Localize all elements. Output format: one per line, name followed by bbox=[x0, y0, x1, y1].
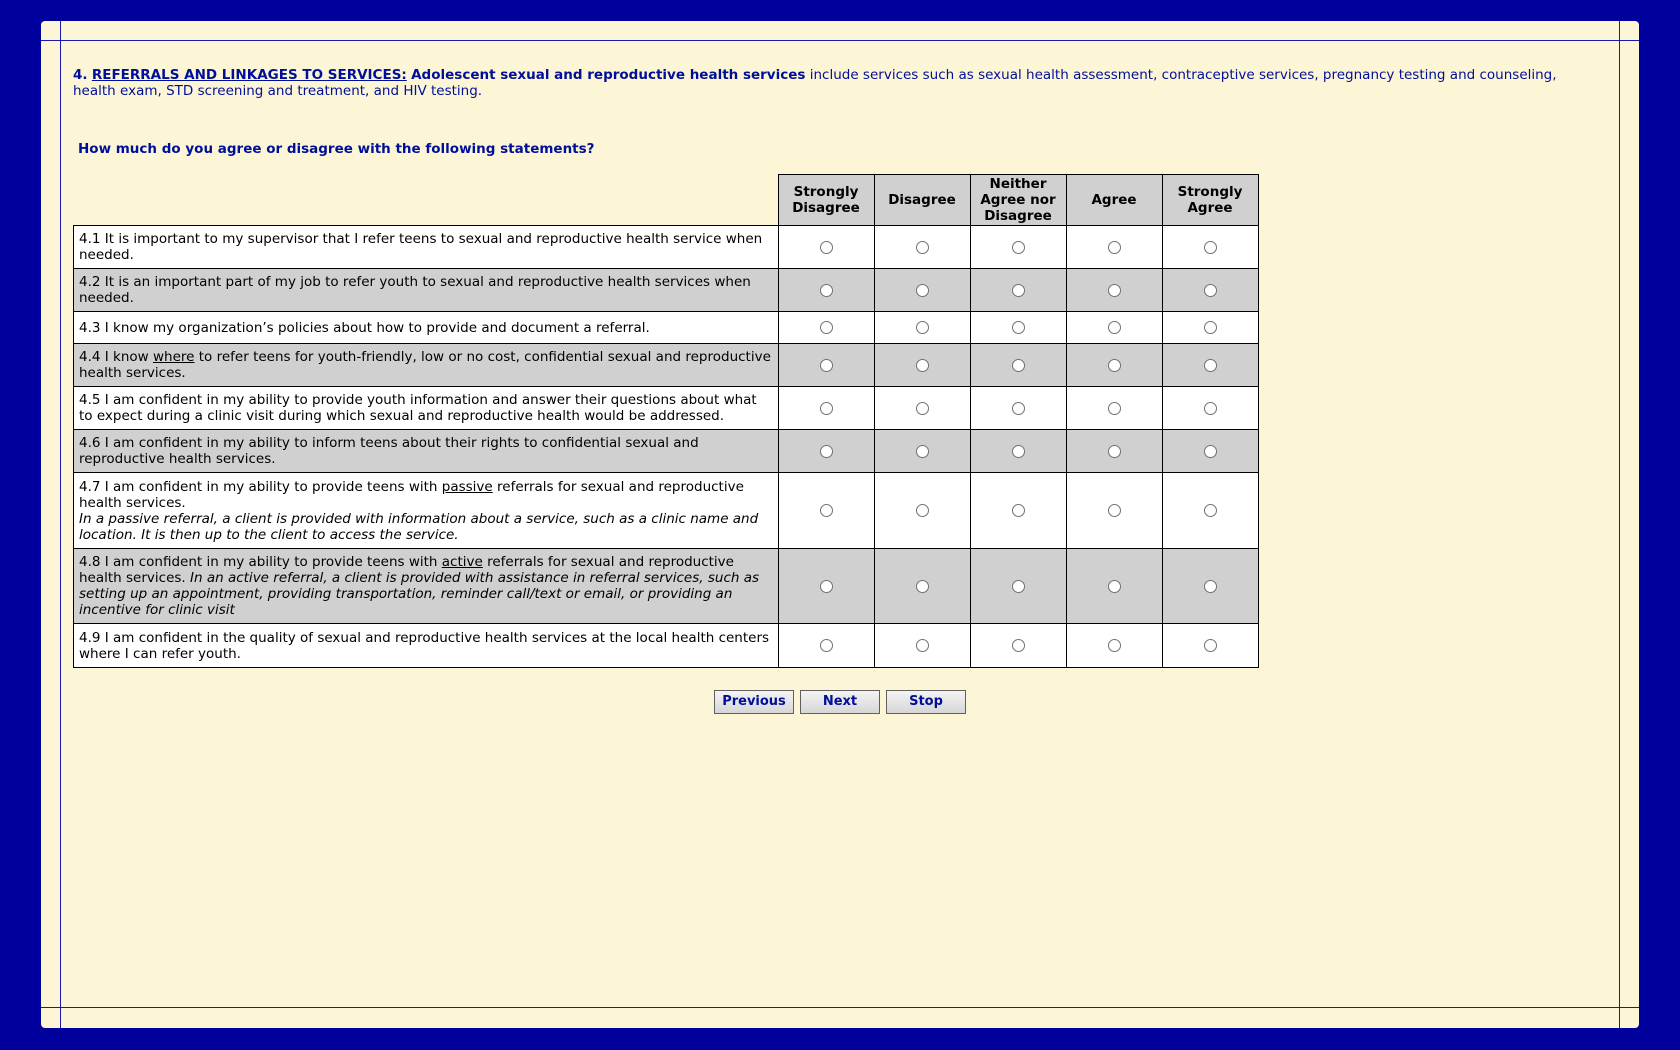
radio-agree[interactable] bbox=[1108, 639, 1121, 652]
option-cell bbox=[778, 226, 874, 269]
radio-strongly-disagree[interactable] bbox=[820, 241, 833, 254]
radio-strongly-agree[interactable] bbox=[1204, 284, 1217, 297]
radio-neither[interactable] bbox=[1012, 639, 1025, 652]
option-cell bbox=[970, 344, 1066, 387]
header-strongly-disagree: Strongly Disagree bbox=[778, 175, 874, 226]
active-referral-note: In an active referral, a client is provided with assistance in referral services, such as setting up an appointment, providing transportation, reminder call/text or email, or providing an incentive for clinic visit bbox=[79, 570, 760, 618]
statement-row-4-8 bbox=[74, 549, 1259, 624]
option-cell bbox=[778, 387, 874, 430]
option-cell bbox=[1066, 549, 1162, 624]
radio-neither[interactable] bbox=[1012, 284, 1025, 297]
statement-text: 4.9 I am confident in the quality of sexual and reproductive health services at the local health centers where I can refer youth. bbox=[74, 624, 779, 668]
option-cell bbox=[874, 473, 970, 549]
option-cell bbox=[970, 387, 1066, 430]
radio-strongly-disagree[interactable] bbox=[820, 402, 833, 415]
radio-strongly-agree[interactable] bbox=[1204, 580, 1217, 593]
radio-strongly-disagree[interactable] bbox=[820, 445, 833, 458]
next-button[interactable]: Next bbox=[800, 690, 880, 714]
option-cell bbox=[874, 344, 970, 387]
option-cell bbox=[874, 549, 970, 624]
option-cell bbox=[970, 269, 1066, 312]
statement-row-4-2 bbox=[74, 269, 1259, 312]
statement-text: 4.2 It is an important part of my job to refer youth to sexual and reproductive health services when needed. bbox=[74, 269, 779, 312]
radio-strongly-agree[interactable] bbox=[1204, 445, 1217, 458]
guide-line-bottom bbox=[41, 1007, 1639, 1008]
radio-strongly-agree[interactable] bbox=[1204, 321, 1217, 334]
option-cell bbox=[1066, 387, 1162, 430]
option-cell bbox=[970, 624, 1066, 668]
radio-strongly-agree[interactable] bbox=[1204, 241, 1217, 254]
option-cell bbox=[1162, 387, 1258, 430]
radio-agree[interactable] bbox=[1108, 580, 1121, 593]
section-description: include services such as sexual health assessment, contraceptive services, pregnancy testing and counseling, health exam, STD screening and treatment, and HIV testing. bbox=[73, 67, 1557, 99]
option-cell bbox=[1066, 226, 1162, 269]
radio-neither[interactable] bbox=[1012, 359, 1025, 372]
option-cell bbox=[874, 312, 970, 344]
option-cell bbox=[874, 624, 970, 668]
header-neither: Neither Agree nor Disagree bbox=[970, 175, 1066, 226]
option-cell bbox=[1162, 430, 1258, 473]
option-cell bbox=[778, 473, 874, 549]
statement-row-4-6 bbox=[74, 430, 1259, 473]
option-cell bbox=[1162, 549, 1258, 624]
grid-header-row bbox=[74, 175, 1259, 226]
radio-disagree[interactable] bbox=[916, 639, 929, 652]
option-cell bbox=[970, 549, 1066, 624]
option-cell bbox=[874, 430, 970, 473]
statement-text: 4.3 I know my organization’s policies about how to provide and document a referral. bbox=[74, 312, 779, 344]
option-cell bbox=[1162, 344, 1258, 387]
section-title: REFERRALS AND LINKAGES TO SERVICES: bbox=[91, 67, 407, 83]
navigation-buttons bbox=[714, 690, 966, 714]
section-number: 4. bbox=[73, 67, 88, 83]
radio-disagree[interactable] bbox=[916, 445, 929, 458]
radio-neither[interactable] bbox=[1012, 445, 1025, 458]
statement-row-4-1 bbox=[74, 226, 1259, 269]
option-cell bbox=[874, 387, 970, 430]
radio-strongly-disagree[interactable] bbox=[820, 284, 833, 297]
radio-strongly-disagree[interactable] bbox=[820, 321, 833, 334]
radio-agree[interactable] bbox=[1108, 321, 1121, 334]
option-cell bbox=[1162, 312, 1258, 344]
radio-strongly-disagree[interactable] bbox=[820, 639, 833, 652]
radio-neither[interactable] bbox=[1012, 241, 1025, 254]
statement-row-4-7 bbox=[74, 473, 1259, 549]
radio-neither[interactable] bbox=[1012, 402, 1025, 415]
option-cell bbox=[1162, 624, 1258, 668]
radio-disagree[interactable] bbox=[916, 241, 929, 254]
option-cell bbox=[778, 549, 874, 624]
statement-text: 4.6 I am confident in my ability to inform teens about their rights to confidential sexual and reproductive health services. bbox=[74, 430, 779, 473]
option-cell bbox=[970, 473, 1066, 549]
radio-disagree[interactable] bbox=[916, 284, 929, 297]
radio-strongly-disagree[interactable] bbox=[820, 504, 833, 517]
radio-disagree[interactable] bbox=[916, 580, 929, 593]
statement-row-4-3 bbox=[74, 312, 1259, 344]
option-cell bbox=[778, 269, 874, 312]
guide-line-top bbox=[41, 40, 1639, 41]
option-cell bbox=[778, 312, 874, 344]
previous-button[interactable]: Previous bbox=[714, 690, 794, 714]
section-intro bbox=[73, 67, 1593, 99]
option-cell bbox=[1066, 344, 1162, 387]
statement-text: 4.4 I know where to refer teens for youth-friendly, low or no cost, confidential sexual and reproductive health services. bbox=[74, 344, 779, 387]
radio-strongly-disagree[interactable] bbox=[820, 580, 833, 593]
question-prompt: How much do you agree or disagree with the following statements? bbox=[78, 141, 595, 157]
radio-strongly-agree[interactable] bbox=[1204, 359, 1217, 372]
option-cell bbox=[778, 344, 874, 387]
option-cell bbox=[1066, 269, 1162, 312]
header-strongly-agree: Strongly Agree bbox=[1162, 175, 1258, 226]
option-cell bbox=[1066, 624, 1162, 668]
statement-text: 4.8 I am confident in my ability to provide teens with active referrals for sexual and reproductive health services. In an active referral, a client is provided with assistance in referral services, such as setting up an appointment, providing transportation, reminder call/text or email, or providing an incentive for clinic visit bbox=[74, 549, 779, 624]
radio-disagree[interactable] bbox=[916, 359, 929, 372]
guide-line-right bbox=[1619, 21, 1620, 1028]
statement-row-4-5 bbox=[74, 387, 1259, 430]
radio-strongly-agree[interactable] bbox=[1204, 402, 1217, 415]
option-cell bbox=[1066, 430, 1162, 473]
radio-disagree[interactable] bbox=[916, 504, 929, 517]
radio-neither[interactable] bbox=[1012, 504, 1025, 517]
radio-strongly-agree[interactable] bbox=[1204, 639, 1217, 652]
radio-disagree[interactable] bbox=[916, 402, 929, 415]
radio-agree[interactable] bbox=[1108, 284, 1121, 297]
radio-strongly-agree[interactable] bbox=[1204, 504, 1217, 517]
radio-disagree[interactable] bbox=[916, 321, 929, 334]
option-cell bbox=[1066, 312, 1162, 344]
statement-text: 4.5 I am confident in my ability to provide youth information and answer their questions about what to expect during a clinic visit during which sexual and reproductive health would be addressed. bbox=[74, 387, 779, 430]
option-cell bbox=[1162, 226, 1258, 269]
option-cell bbox=[1066, 473, 1162, 549]
radio-agree[interactable] bbox=[1108, 241, 1121, 254]
radio-agree[interactable] bbox=[1108, 402, 1121, 415]
statement-text: 4.7 I am confident in my ability to provide teens with passive referrals for sexual and reproductive health services. In a passive referral, a client is provided with information about a service, such as a clinic name and location. It is then up to the client to access the service. bbox=[74, 473, 779, 549]
option-cell bbox=[970, 226, 1066, 269]
option-cell bbox=[1162, 269, 1258, 312]
header-corner bbox=[74, 175, 779, 226]
header-agree: Agree bbox=[1066, 175, 1162, 226]
option-cell bbox=[970, 312, 1066, 344]
radio-strongly-disagree[interactable] bbox=[820, 359, 833, 372]
passive-referral-note: In a passive referral, a client is provided with information about a service, such as a clinic name and location. It is then up to the client to access the service. bbox=[79, 510, 759, 543]
option-cell bbox=[874, 226, 970, 269]
radio-neither[interactable] bbox=[1012, 580, 1025, 593]
survey-content bbox=[73, 67, 1593, 709]
statement-text: 4.1 It is important to my supervisor that I refer teens to sexual and reproductive health service when needed. bbox=[74, 226, 779, 269]
stop-button[interactable]: Stop bbox=[886, 690, 966, 714]
option-cell bbox=[970, 430, 1066, 473]
likert-grid bbox=[73, 174, 1259, 668]
option-cell bbox=[1162, 473, 1258, 549]
option-cell bbox=[874, 269, 970, 312]
section-subject: Adolescent sexual and reproductive health services bbox=[411, 67, 806, 83]
radio-agree[interactable] bbox=[1108, 445, 1121, 458]
statement-row-4-4 bbox=[74, 344, 1259, 387]
guide-line-left bbox=[60, 21, 61, 1028]
header-disagree: Disagree bbox=[874, 175, 970, 226]
radio-neither[interactable] bbox=[1012, 321, 1025, 334]
option-cell bbox=[778, 430, 874, 473]
radio-agree[interactable] bbox=[1108, 359, 1121, 372]
radio-agree[interactable] bbox=[1108, 504, 1121, 517]
statement-row-4-9 bbox=[74, 624, 1259, 668]
option-cell bbox=[778, 624, 874, 668]
